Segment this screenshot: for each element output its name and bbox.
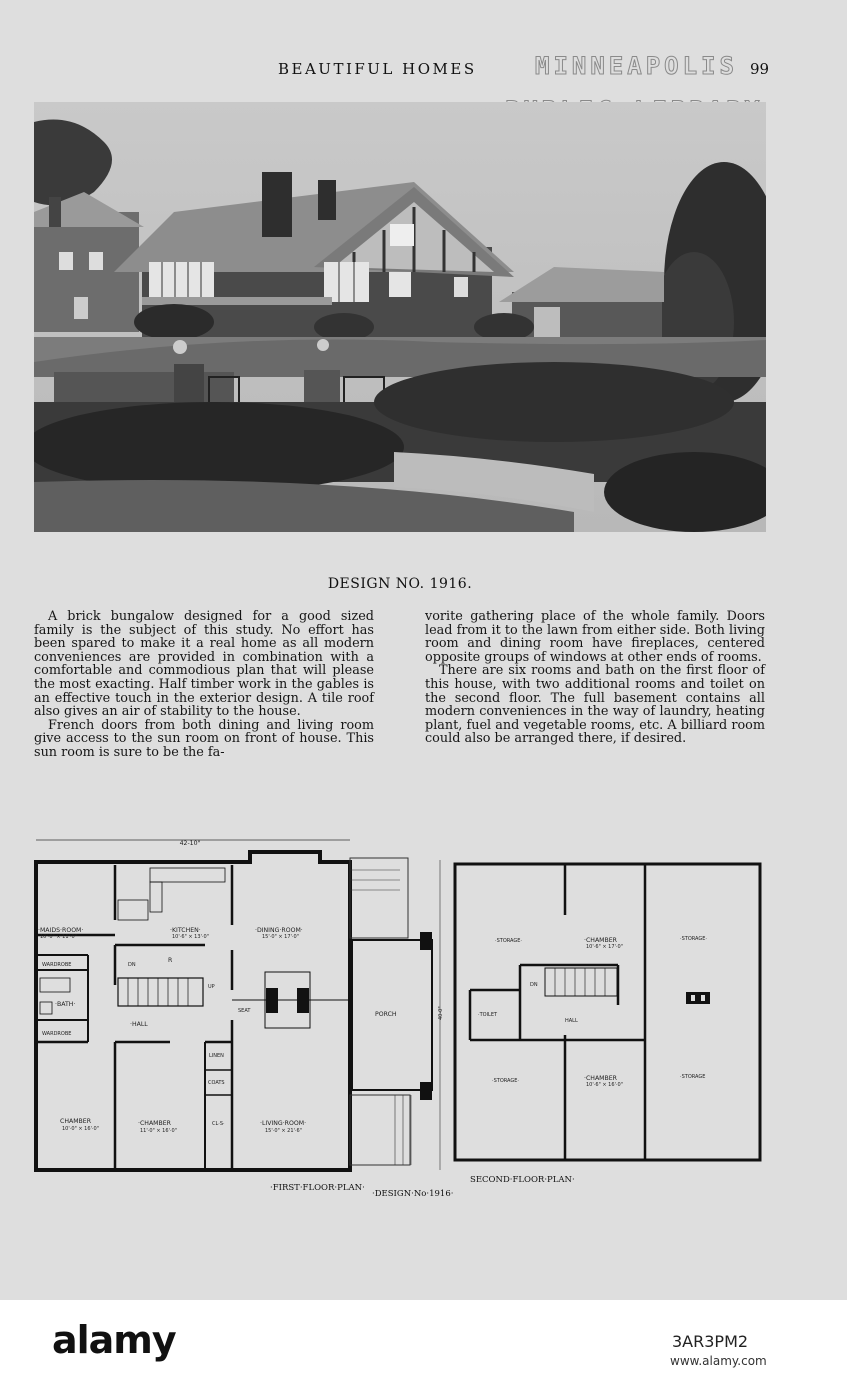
kitchen-label: ·KITCHEN· <box>170 927 201 934</box>
dining-room-label: ·DINING·ROOM· <box>255 927 303 934</box>
living-room-label: ·LIVING·ROOM· <box>260 1120 307 1127</box>
second-stair-down-mark: DN <box>530 982 538 988</box>
stock-footer <box>0 1300 847 1390</box>
storage-label-3: ·STORAGE· <box>492 1078 519 1084</box>
design-heading: DESIGN NO. 1916. <box>327 576 473 592</box>
second-chamber-2-label: ·CHAMBER <box>584 1075 617 1082</box>
maids-room-label: ·MAIDS·ROOM· <box>38 927 84 934</box>
stamp-line-1: MINNEAPOLIS <box>535 52 738 80</box>
range-mark: R <box>168 957 173 964</box>
article-paragraph: French doors from both dining and living room give access to the sun room on front of house. This sun room is sure to be the fa- <box>34 717 374 760</box>
porch-label: PORCH <box>375 1011 397 1018</box>
bungalow-photo <box>34 102 766 532</box>
stock-url[interactable]: www.alamy.com <box>670 1354 767 1368</box>
toilet-label: ·TOILET <box>478 1012 498 1018</box>
article-left-column <box>34 610 374 760</box>
stair-up-mark: UP <box>208 984 215 990</box>
kitchen-dim: 10'·6" × 13'·0" <box>172 934 209 940</box>
maids-room-dim: 10'·0" × 11'·0" <box>40 934 77 940</box>
second-chamber-1-dim: 10'·6" × 17'·0" <box>586 944 623 950</box>
closet-label: CL·S· <box>212 1121 225 1127</box>
image-id: 3AR3PM2 <box>672 1332 749 1351</box>
second-floor-caption: SECOND·FLOOR·PLAN· <box>470 1175 575 1185</box>
article-paragraph: There are six rooms and bath on the first floor of this house, with two additional rooms and toilet on the second floor. The full basement contains all modern conveniences in the way of laundry, heating plant, fuel and vegetable rooms, etc. A billiard room could also be arranged there, if desired. <box>425 663 765 747</box>
floor-plans <box>0 820 847 1200</box>
living-room-dim: 15'·0" × 21'·6" <box>265 1128 302 1134</box>
page-header-title: BEAUTIFUL HOMES <box>278 60 477 78</box>
article-paragraph: vorite gathering place of the whole family. Doors lead from it to the lawn from either side. Both living room and dining room have fireplaces, centered opposite groups of windows at other ends of rooms. <box>425 609 765 665</box>
storage-label-1: ·STORAGE· <box>495 938 522 944</box>
storage-label-2: ·STORAGE· <box>680 936 707 942</box>
depth-dimension: 40-0" <box>438 1006 444 1020</box>
chamber-1-dim: 10'·0" × 16'·0" <box>62 1126 99 1132</box>
coats-label: COATS <box>208 1080 225 1086</box>
chamber-1-label: CHAMBER <box>60 1118 91 1125</box>
stair-down-mark: DN <box>128 962 136 968</box>
dining-room-dim: 15'·0" × 17'·0" <box>262 934 299 940</box>
wardrobe-label-1: WARDROBE <box>42 962 72 968</box>
chamber-2-label: ·CHAMBER <box>138 1120 171 1127</box>
second-chamber-2-dim: 10'·6" × 16'·0" <box>586 1082 623 1088</box>
page-number: 99 <box>750 60 770 78</box>
second-chamber-1-label: ·CHAMBER <box>584 937 617 944</box>
linen-label: LINEN <box>209 1053 224 1059</box>
first-floor-caption: ·FIRST·FLOOR·PLAN· <box>270 1183 365 1193</box>
second-hall-label: HALL <box>565 1018 578 1024</box>
bath-label: ·BATH· <box>55 1001 76 1008</box>
second-floor-plan <box>455 864 760 1185</box>
alamy-logo[interactable]: alamy <box>52 1318 176 1362</box>
storage-label-4: ·STORAGE <box>680 1074 706 1080</box>
article-paragraph: A brick bungalow designed for a good sized family is the subject of this study. No effort has been spared to make it a real home as all modern conveniences are provided in combination with a comfortable and commodious plan that will please the most exacting. Half timber work in the gables is an effective touch in the exterior design. A tile roof also gives an air of stability to the house. <box>34 609 374 720</box>
article-right-column <box>425 610 765 746</box>
hall-label: ·HALL <box>130 1021 148 1028</box>
first-floor-plan <box>36 840 453 1199</box>
seat-label: SEAT <box>238 1008 251 1014</box>
wardrobe-label-2: WARDROBE <box>42 1031 72 1037</box>
chamber-2-dim: 11'·0" × 16'·0" <box>140 1128 177 1134</box>
design-number-caption: ·DESIGN·No·1916· <box>372 1189 454 1199</box>
width-dimension: 42-10" <box>179 840 201 847</box>
